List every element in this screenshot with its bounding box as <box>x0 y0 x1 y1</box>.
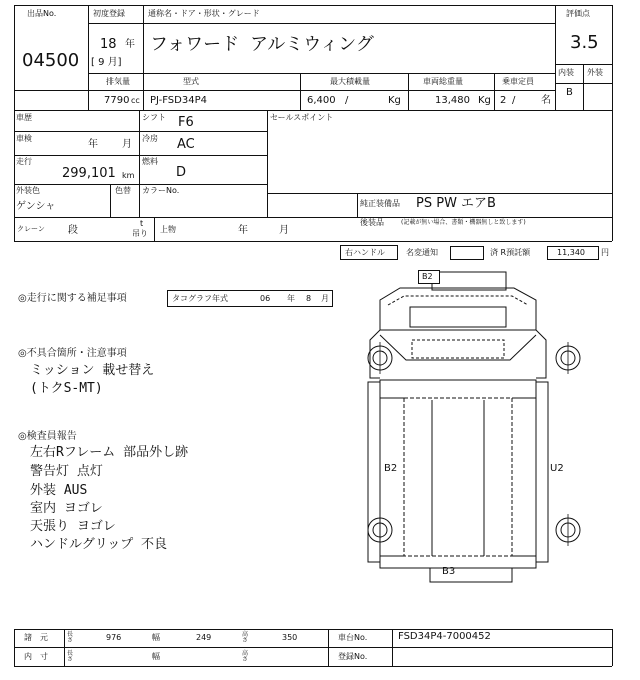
body-top <box>380 380 536 568</box>
ac-label: 冷房 <box>142 134 158 143</box>
reg-year-unit: 年 <box>125 39 135 50</box>
gross-weight: 13,480 <box>435 95 470 106</box>
front-mark: B2 <box>422 272 433 281</box>
gross-weight-label: 車両総重量 <box>423 77 463 86</box>
mileage-unit: km <box>122 171 135 180</box>
crane-ton: t <box>140 219 144 228</box>
height-label: 高さ <box>242 631 249 645</box>
score: 3.5 <box>570 32 599 53</box>
inspection-label: 車検 <box>16 134 32 143</box>
inspector-note: 天張り ヨゴレ <box>30 519 116 534</box>
displacement: 7790 <box>104 95 130 106</box>
left-mark: B2 <box>384 463 398 474</box>
cab-top <box>380 288 536 330</box>
inspector-note: 警告灯 点灯 <box>30 464 103 479</box>
cab-front <box>380 335 536 360</box>
reg-no-label: 登録No. <box>338 652 368 661</box>
tachograph-month-unit: 月 <box>321 294 329 303</box>
interior-label: 内 寸 <box>24 652 48 661</box>
capacity-separator: / <box>512 95 516 106</box>
after-parts-note: (記載が無い場合、書類・機器無しと致します) <box>401 219 526 226</box>
max-load: 6,400 <box>307 95 336 106</box>
displacement-label: 排気量 <box>106 77 130 86</box>
interior-length-label: 長さ <box>67 650 74 664</box>
spec-label: 諸 元 <box>24 633 48 642</box>
displacement-unit: cc <box>131 96 140 105</box>
inspector-note: 室内 ヨゴレ <box>30 501 103 516</box>
defect-line: ミッション 載せ替え <box>30 363 155 378</box>
color-change-label: 色替 <box>115 186 131 195</box>
mileage: 299,101 <box>62 166 116 181</box>
after-parts-label: 後装品 <box>360 218 384 227</box>
history-label: 車歴 <box>16 113 32 122</box>
width-value: 249 <box>196 633 212 642</box>
crane-label: クレーン <box>17 225 45 233</box>
shift-value: F6 <box>178 115 194 130</box>
width-label: 幅 <box>152 633 160 642</box>
inspection-month-unit: 月 <box>122 139 132 150</box>
car-name: フォワード <box>150 34 240 55</box>
upper-month-unit: 月 <box>279 225 289 236</box>
first-reg-label: 初度登録 <box>93 9 125 18</box>
inspector-note: 左右Rフレーム 部品外し跡 <box>30 445 189 460</box>
recycle-unit: 円 <box>601 248 609 257</box>
ac-value: AC <box>177 137 195 152</box>
lot-no-label: 出品No. <box>27 9 57 18</box>
load-unit: Kg <box>388 95 401 106</box>
inspection-year-unit: 年 <box>88 139 98 150</box>
chassis-label: 車台No. <box>338 633 368 642</box>
equipment-label: 純正装備品 <box>360 199 400 208</box>
supplement-title: ◎走行に関する補足事項 <box>18 293 127 304</box>
recycle-label: 済 R預託額 <box>490 248 531 257</box>
inner-grade: B <box>566 87 573 98</box>
capacity-unit: 名 <box>541 95 551 106</box>
equipment-value: PS PW エアB <box>416 196 496 211</box>
rear-mark: B3 <box>442 566 456 577</box>
car-name-label: 通称名・ドア・形状・グレード <box>148 9 260 18</box>
model-label: 型式 <box>183 77 199 86</box>
capacity: 2 <box>500 95 507 106</box>
reg-year: 18 <box>100 37 117 52</box>
windshield <box>410 307 506 327</box>
mileage-label: 走行 <box>16 157 32 166</box>
color-no-label: カラーNo. <box>142 186 180 195</box>
tachograph-year-unit: 年 <box>287 294 295 303</box>
fuel-label: 燃料 <box>142 157 158 166</box>
model-code: PJ-FSD34P4 <box>150 95 207 106</box>
grade-label: 評価点 <box>566 9 590 18</box>
upper-year-unit: 年 <box>238 225 248 236</box>
tachograph-month: 8 <box>306 294 312 303</box>
fuel-value: D <box>176 165 187 180</box>
car-body: アルミウィング <box>250 34 374 55</box>
load-separator: / <box>345 95 349 106</box>
max-load-label: 最大積載量 <box>330 77 370 86</box>
length-label: 長さ <box>67 631 74 645</box>
left-side-panel <box>368 382 380 562</box>
crane-hang: 吊り <box>132 229 148 238</box>
chassis-number: FSD34P4-7000452 <box>398 631 491 642</box>
tachograph-label: タコグラフ年式 <box>172 294 228 303</box>
cab-roof <box>432 272 506 290</box>
right-hand-label: 右ハンドル <box>345 248 385 257</box>
inspector-note: 外装 AUS <box>30 483 88 498</box>
sales-point-label: セールスポイント <box>270 113 334 122</box>
height-value: 350 <box>282 633 298 642</box>
length-value: 976 <box>106 633 122 642</box>
cab-line <box>388 296 528 305</box>
inspector-title: ◎検査員報告 <box>18 431 77 442</box>
recycle-amount: 11,340 <box>557 248 585 257</box>
tachograph-year: 06 <box>260 294 271 303</box>
defects-title: ◎不具合箇所・注意事項 <box>18 348 127 359</box>
reg-month: [ 9 月] <box>91 57 122 68</box>
cab-panel <box>412 340 504 358</box>
crane-stage: 段 <box>68 225 78 236</box>
color-value: ゲンシャ <box>16 201 56 212</box>
defect-line: (トクS-MT) <box>30 381 103 396</box>
inspector-note: ハンドルグリップ 不良 <box>30 537 168 552</box>
name-change-label: 名変通知 <box>406 248 438 257</box>
outer-grade-label: 外装 <box>587 68 603 77</box>
shift-label: シフト <box>142 113 166 122</box>
right-mark: U2 <box>550 463 564 474</box>
gross-unit: Kg <box>478 95 491 106</box>
body-outline <box>404 398 512 556</box>
color-label: 外装色 <box>16 186 40 195</box>
interior-height-label: 高さ <box>242 650 249 664</box>
upper-body-label: 上物 <box>160 225 176 234</box>
capacity-label: 乗車定員 <box>502 77 534 86</box>
right-side-panel <box>536 382 548 562</box>
inner-grade-label: 内装 <box>558 68 574 77</box>
interior-width-label: 幅 <box>152 652 160 661</box>
lot-number: 04500 <box>22 50 80 71</box>
cab-side <box>370 330 546 378</box>
